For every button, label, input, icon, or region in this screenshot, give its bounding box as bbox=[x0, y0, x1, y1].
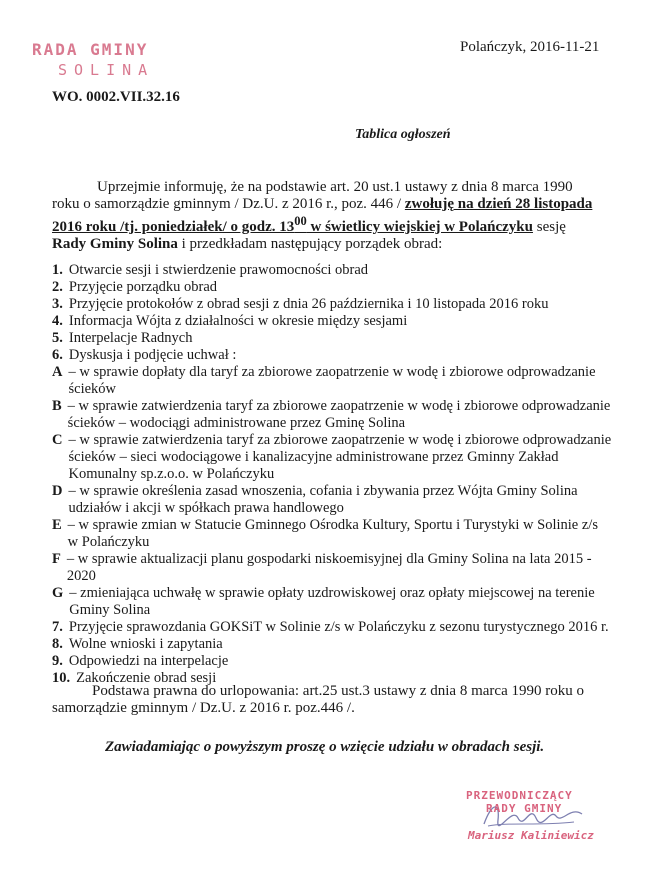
agenda-item bbox=[52, 551, 612, 585]
agenda-item bbox=[52, 313, 612, 330]
agenda-marker: 1. bbox=[52, 262, 63, 278]
agenda-marker: B bbox=[52, 398, 62, 414]
agenda-item bbox=[52, 398, 612, 432]
intro-paragraph: Uprzejmie informuję, że na podstawie art. 20 ust.1 ustawy z dnia 8 marca 1990 roku o samorządzie gminnym / Dz.U. z 2016 r., poz. 446 / zwołuję na dzień 28 listopada 2016 roku /tj. poniedziałek/ o godz. $13^{00}$ w świetlicy wiejskiej w Polańczyku sesję Rady Gminy Solina i przedkładam następujący porządek obrad: bbox=[52, 179, 593, 252]
signature-title-1: PRZEWODNICZĄCY bbox=[466, 789, 573, 802]
agenda-item bbox=[52, 619, 612, 636]
document-date: Polańczyk, 2016-11-21 bbox=[460, 39, 600, 55]
agenda-text: – w sprawie zmian w Statucie Gminnego Ośrodka Kultury, Sportu i Turystyki w Solinie z/s w Polańczyku bbox=[67, 517, 598, 550]
agenda-text: – w sprawie zatwierdzenia taryf za zbiorowe zaopatrzenie w wodę i zbiorowe odprowadzanie ścieków – wodociągi administrowane przez Gminę Solina bbox=[67, 398, 611, 431]
agenda-item bbox=[52, 364, 612, 398]
agenda-marker: 4. bbox=[52, 313, 63, 329]
agenda-item bbox=[52, 483, 612, 517]
agenda-text: – w sprawie zatwierdzenia taryf za zbiorowe zaopatrzenie w wodę i zbiorowe odprowadzanie ścieków – sieci wodociągowe i kanalizacyjne administrowane przez Gminny Zakład Komunalny sp.z.o.o. w Polańczyku bbox=[68, 432, 612, 482]
session-date-text: zwołuję na dzień 28 listopada 2016 roku /tj. poniedziałek/ o godz. $13^{00}$ w świetlicy wiejskiej w Polańczyku bbox=[52, 196, 593, 235]
agenda-item bbox=[52, 517, 612, 551]
agenda-text: – w sprawie aktualizacji planu gospodarki niskoemisyjnej dla Gminy Solina na lata 2015 - 2020 bbox=[66, 551, 592, 584]
agenda-item bbox=[52, 636, 612, 653]
agenda-marker: 3. bbox=[52, 296, 63, 312]
agenda-marker: E bbox=[52, 517, 62, 533]
agenda-text: Interpelacje Radnych bbox=[68, 330, 193, 346]
agenda-text: – w sprawie określenia zasad wnoszenia, cofania i zbywania przez Wójta Gminy Solina udziałów i akcji w spółkach prawa handlowego bbox=[68, 483, 578, 516]
signature-name: Mariusz Kaliniewicz bbox=[468, 829, 594, 842]
agenda-text: Zakończenie obrad sesji bbox=[76, 670, 217, 686]
agenda-list bbox=[52, 262, 612, 687]
stamp-line-1: RADA GMINY bbox=[32, 40, 149, 59]
legal-basis: Podstawa prawna do urlopowania: art.25 ust.3 ustawy z dnia 8 marca 1990 roku o samorządzie gminnym / Dz.U. z 2016 r. poz.446 /. bbox=[52, 683, 584, 716]
agenda-text: Przyjęcie protokołów z obrad sesji z dnia 26 października i 10 listopada 2016 roku bbox=[68, 296, 549, 312]
agenda-text: Otwarcie sesji i stwierdzenie prawomocności obrad bbox=[68, 262, 369, 278]
agenda-marker: G bbox=[52, 585, 64, 601]
agenda-marker: 2. bbox=[52, 279, 63, 295]
agenda-item bbox=[52, 347, 612, 364]
agenda-text: Przyjęcie porządku obrad bbox=[68, 279, 218, 295]
agenda-marker: 10. bbox=[52, 670, 71, 686]
agenda-text: Przyjęcie sprawozdania GOKSiT w Solinie z/s w Polańczyku z sezonu turystycznego 2016 r. bbox=[68, 619, 609, 635]
agenda-marker: F bbox=[52, 551, 61, 567]
agenda-marker: D bbox=[52, 483, 63, 499]
agenda-marker: 5. bbox=[52, 330, 63, 346]
agenda-marker: 7. bbox=[52, 619, 63, 635]
signature-title-2: RADY GMINY bbox=[486, 802, 563, 815]
agenda-text: Informacja Wójta z działalności w okresie między sesjami bbox=[68, 313, 408, 329]
agenda-text: – w sprawie dopłaty dla taryf za zbiorowe zaopatrzenie w wodę i zbiorowe odprowadzanie ścieków bbox=[68, 364, 596, 397]
agenda-item bbox=[52, 653, 612, 670]
agenda-item bbox=[52, 432, 612, 483]
reference-number: WO. 0002.VII.32.16 bbox=[52, 89, 180, 105]
agenda-marker: 6. bbox=[52, 347, 63, 363]
agenda-marker: 8. bbox=[52, 636, 63, 652]
agenda-text: Dyskusja i podjęcie uchwał : bbox=[68, 347, 237, 363]
agenda-item bbox=[52, 585, 612, 619]
agenda-item bbox=[52, 279, 612, 296]
agenda-text: – zmieniająca uchwałę w sprawie opłaty uzdrowiskowej oraz opłaty miejscowej na terenie Gminy Solina bbox=[69, 585, 595, 618]
agenda-marker: A bbox=[52, 364, 63, 380]
agenda-item bbox=[52, 296, 612, 313]
notice-board-heading: Tablica ogłoszeń bbox=[355, 127, 451, 142]
agenda-marker: 9. bbox=[52, 653, 63, 669]
stamp-line-2: SOLINA bbox=[58, 61, 155, 79]
agenda-text: Wolne wnioski i zapytania bbox=[68, 636, 223, 652]
agenda-text: Odpowiedzi na interpelacje bbox=[68, 653, 229, 669]
closing-statement: Zawiadamiając o powyższym proszę o wzięcie udziału w obradach sesji. bbox=[105, 739, 545, 755]
agenda-item bbox=[52, 330, 612, 347]
agenda-marker: C bbox=[52, 432, 63, 448]
agenda-item bbox=[52, 262, 612, 279]
